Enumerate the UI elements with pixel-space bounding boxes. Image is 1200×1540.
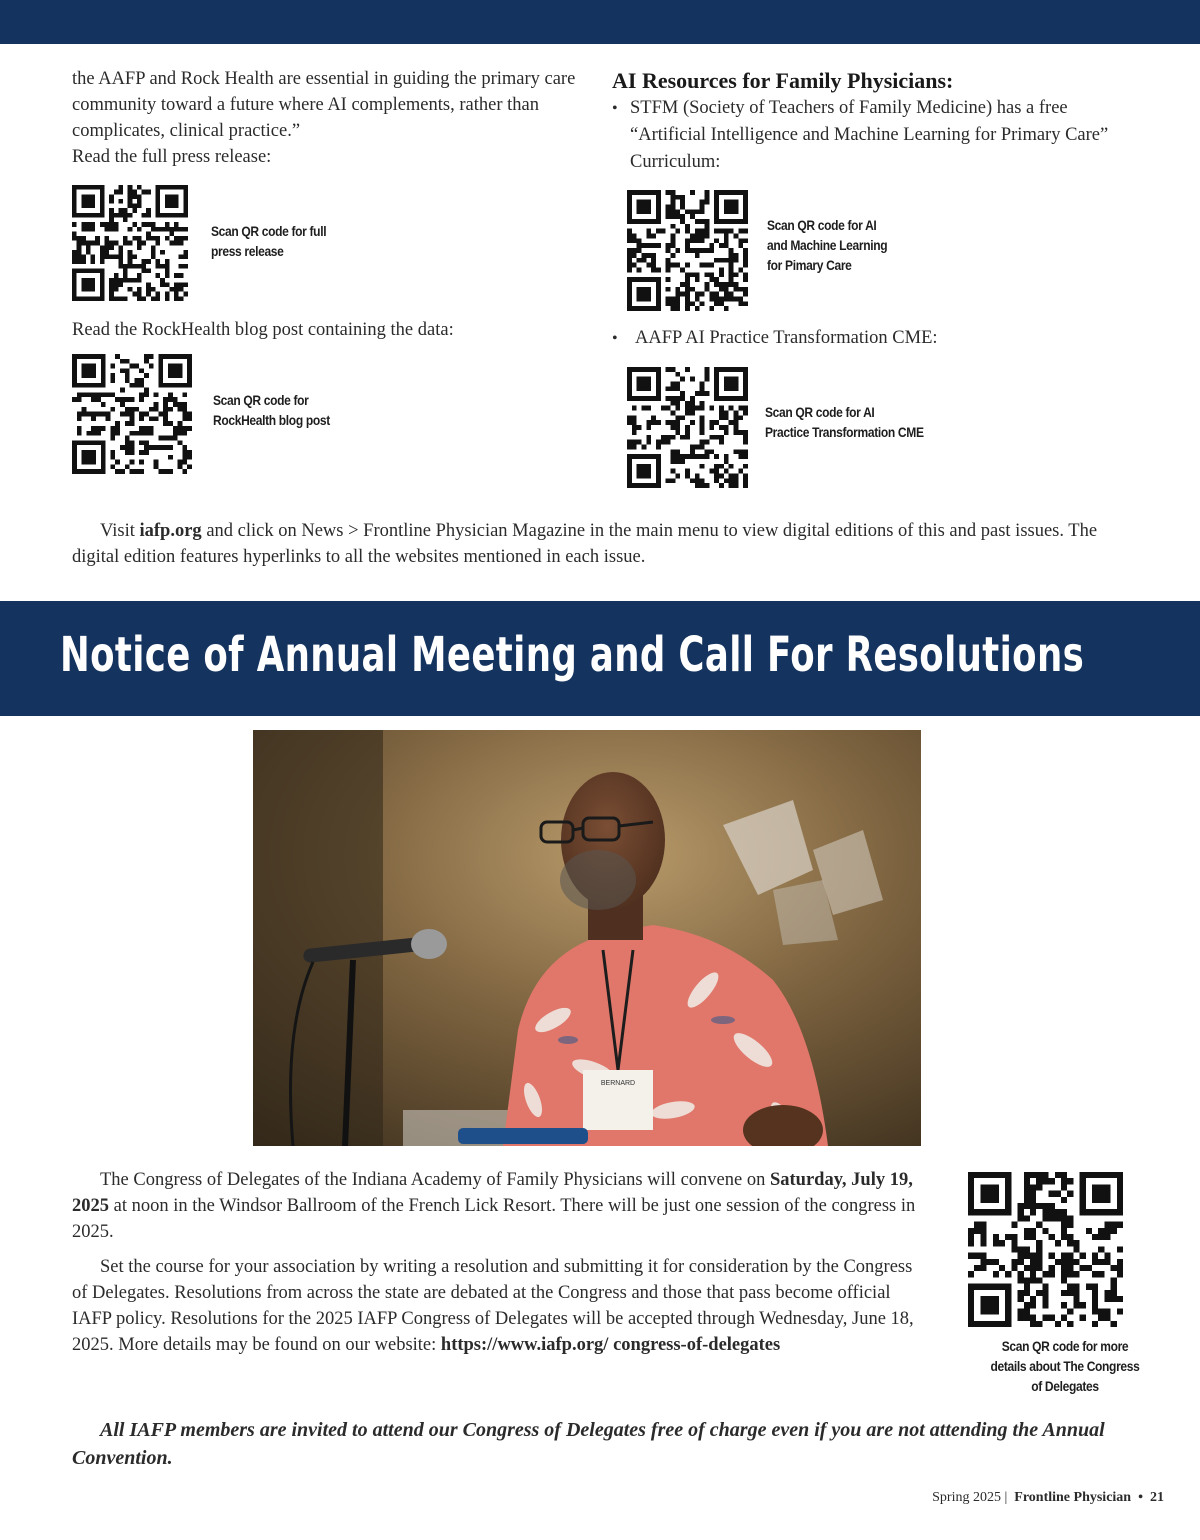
top-color-bar [0, 0, 1200, 44]
caption-line: Scan QR code for full [211, 223, 327, 239]
caption-line: Scan QR code for AI [767, 217, 877, 233]
iafp-link[interactable]: iafp.org [139, 521, 202, 541]
visit-prefix: Visit [100, 521, 140, 541]
qr-caption-ai-ml [767, 215, 887, 275]
qr-code-press-release[interactable] [72, 185, 188, 301]
caption-line: RockHealth blog post [213, 412, 330, 428]
congress-paragraph-2 [72, 1254, 922, 1358]
p2-text-a: Set the course for your association by writing a resolution and submitting it for consideration by the Congress of Delegates. Resolutions from across the state are debated at the Congress and those that pass become official IAFP policy. Resolutions for the 2025 IAFP Congress of Delegates will be accepted through Wednesday, June 18, 2025. More details may be found on our website: [72, 1257, 914, 1355]
qr-code-ai-ml-curriculum[interactable] [627, 190, 748, 311]
speaker-photo [253, 730, 921, 1146]
p1-text-b: at noon in the Windsor Ballroom of the French Lick Resort. There will be just one session of the congress in 2025. [72, 1196, 916, 1242]
caption-line: Scan QR code for AI [765, 404, 875, 420]
read-press-label: Read the full press release: [72, 147, 272, 167]
caption-line: Practice Transformation CME [765, 424, 924, 440]
qr-code-rockhealth-blog[interactable] [72, 354, 192, 474]
caption-line: for Pimary Care [767, 257, 852, 273]
qr-caption-press-release [211, 221, 326, 261]
congress-paragraph-1 [72, 1167, 922, 1245]
section-title: Notice of Annual Meeting and Call For Resolutions [60, 627, 1085, 683]
bullet-aafp-text: AAFP AI Practice Transformation CME: [635, 328, 938, 348]
qr-code-congress[interactable] [968, 1172, 1123, 1327]
footer-dot: • [1138, 1490, 1143, 1505]
congress-url-link[interactable]: https://www.iafp.org/ congress-of-delegates [440, 1335, 781, 1355]
qr-code-aafp-cme[interactable] [627, 367, 748, 488]
page-number: 21 [1150, 1490, 1164, 1505]
caption-line: press release [211, 243, 284, 259]
section-banner [0, 601, 1200, 716]
left-column [72, 66, 592, 170]
bullet-stfm-text: STFM (Society of Teachers of Family Medicine) has a free “Artificial Intelligence and Machine Learning for Primary Care” Curriculum: [630, 98, 1109, 172]
qr-caption-aafp-cme [765, 402, 924, 442]
bullet-dot: • [612, 330, 618, 347]
quote-text: the AAFP and Rock Health are essential in guiding the primary care community toward a future where AI complements, rather than complicates, clinical practice.” [72, 69, 576, 141]
footer-magazine: Frontline Physician [1014, 1490, 1132, 1505]
footer-separator: | [1004, 1490, 1008, 1505]
qr-caption-rockhealth [213, 390, 330, 430]
footer-season: Spring 2025 [932, 1490, 1001, 1505]
read-blog-label: Read the RockHealth blog post containing the data: [72, 320, 454, 340]
visit-paragraph [72, 518, 1132, 570]
bullet-dot: • [612, 100, 618, 117]
visit-suffix: and click on News > Frontline Physician Magazine in the main menu to view digital editions of this and past issues. The digital edition features hyperlinks to all the websites mentioned in each issue. [72, 521, 1098, 567]
caption-line: Scan QR code for [213, 392, 309, 408]
bullet-stfm [612, 95, 1112, 176]
p1-text-a: The Congress of Delegates of the Indiana Academy of Family Physicians will convene on [100, 1170, 770, 1190]
qr-caption-congress [940, 1336, 1190, 1396]
invite-statement: All IAFP members are invited to attend our Congress of Delegates free of charge even if you are not attending the Annual Convention. [72, 1419, 1105, 1469]
badge-name: BERNARD [600, 1080, 636, 1087]
caption-line: Scan QR code for more [1001, 1338, 1129, 1354]
ai-resources-heading: AI Resources for Family Physicians: [612, 68, 954, 93]
bullet-aafp-cme [612, 325, 1112, 352]
caption-line: details about The Congress [990, 1358, 1140, 1374]
caption-line: of Delegates [1031, 1378, 1099, 1394]
congress-text [72, 1167, 922, 1358]
page-footer [932, 1490, 1164, 1506]
caption-line: and Machine Learning [767, 237, 888, 253]
meeting-date: Saturday, July 19, 2025 [72, 1170, 913, 1216]
